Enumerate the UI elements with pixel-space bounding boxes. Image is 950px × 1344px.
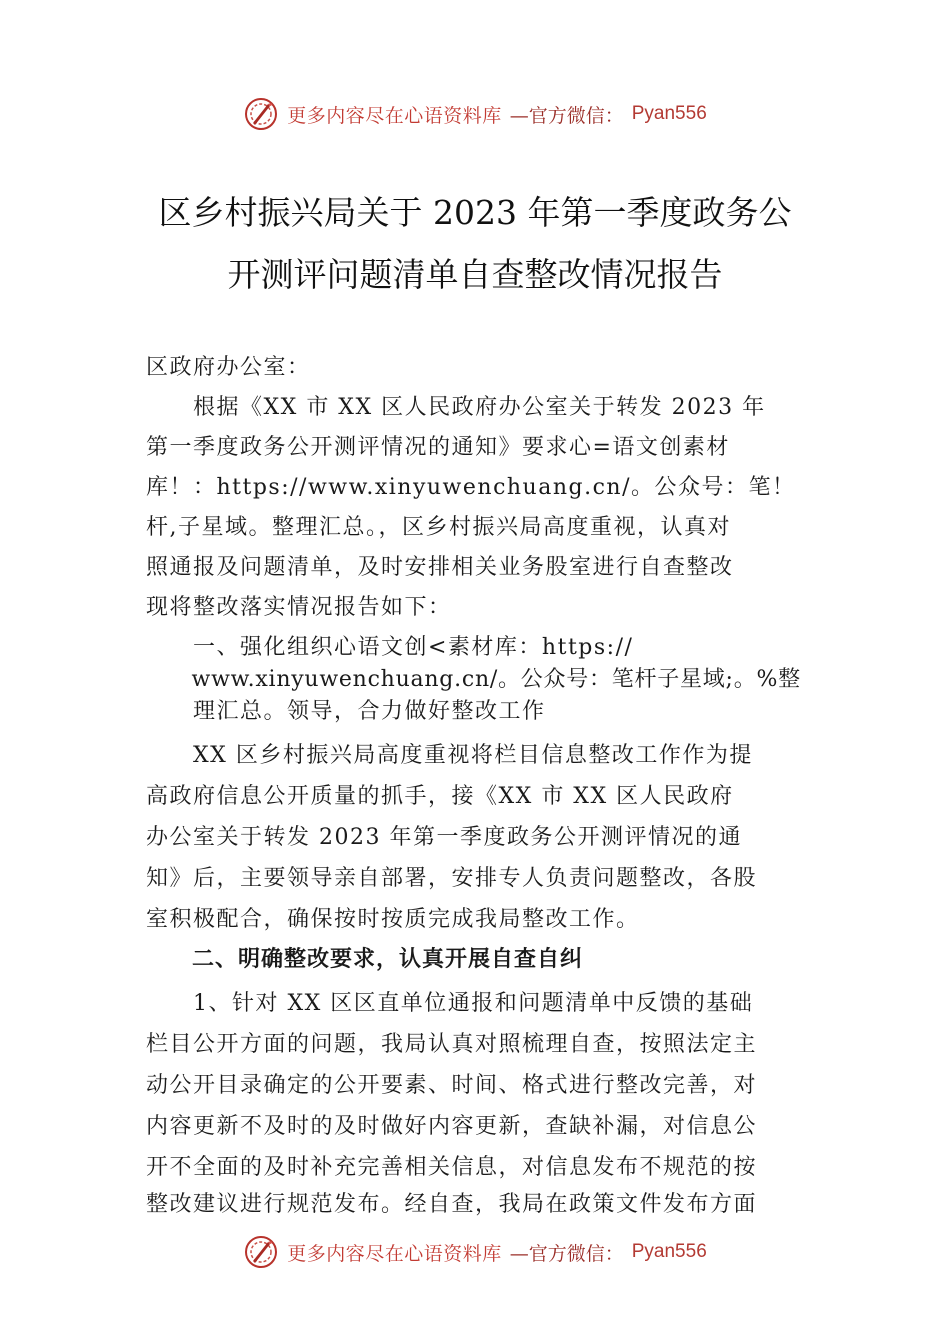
banner-separator: —官方微信：	[509, 104, 624, 127]
body-line: www.xinyuwenchuang.cn/。公众号：笔杆子星域;。%整	[146, 667, 801, 692]
quill-logo-icon	[243, 96, 279, 132]
title-line-1: 区乡村振兴局关于 2023 年第一季度政务公	[158, 193, 792, 232]
body-line: 知》后，主要领导亲自部署，安排专人负责问题整改，各股	[146, 866, 758, 891]
body-line: 栏目公开方面的问题，我局认真对照梳理自查，按照法定主	[146, 1032, 758, 1057]
body-line: 理汇总。领导，合力做好整改工作	[146, 699, 546, 724]
banner-text: 更多内容尽在心语资料库	[287, 1242, 502, 1265]
body-line: 办公室关于转发 2023 年第一季度政务公开测评情况的通	[146, 825, 742, 850]
body-line: 杆,子星域。整理汇总。，区乡村振兴局高度重视，认真对	[146, 515, 731, 540]
body-line: XX 区乡村振兴局高度重视将栏目信息整改工作作为提	[146, 743, 753, 768]
footer-watermark-banner	[0, 1232, 950, 1272]
body-line: 开不全面的及时补充完善相关信息，对信息发布不规范的按	[146, 1155, 758, 1180]
body-line: 现将整改落实情况报告如下：	[146, 595, 452, 620]
banner-separator: —官方微信：	[509, 1242, 624, 1265]
body-line: 库！：https://www.xinyuwenchuang.cn/。公众号：笔！	[146, 475, 796, 500]
document-title	[60, 182, 890, 306]
body-line: 照通报及问题清单，及时安排相关业务股室进行自查整改	[146, 555, 734, 580]
body-line: 室积极配合，确保按时按质完成我局整改工作。	[146, 907, 640, 932]
section-heading-2: 二、明确整改要求，认真开展自查自纠	[146, 947, 584, 972]
body-line: 根据《XX 市 XX 区人民政府办公室关于转发 2023 年	[146, 395, 766, 420]
quill-logo-icon	[243, 1234, 279, 1270]
header-watermark-banner	[0, 94, 950, 134]
section-heading-1: 一、强化组织心语文创<素材库：https://	[146, 635, 634, 660]
body-line: 整改建议进行规范发布。经自查，我局在政策文件发布方面	[146, 1192, 758, 1217]
banner-text: 更多内容尽在心语资料库	[287, 104, 502, 127]
body-line: 第一季度政务公开测评情况的通知》要求心=语文创素材	[146, 435, 730, 460]
title-line-2: 开测评问题清单自查整改情况报告	[227, 255, 723, 294]
body-line: 高政府信息公开质量的抓手，接《XX 市 XX 区人民政府	[146, 784, 734, 809]
banner-contact: Pyan556	[631, 103, 707, 124]
body-line: 内容更新不及时的及时做好内容更新，查缺补漏，对信息公	[146, 1114, 758, 1139]
banner-contact: Pyan556	[631, 1241, 707, 1262]
body-line: 动公开目录确定的公开要素、时间、格式进行整改完善，对	[146, 1073, 758, 1098]
salutation: 区政府办公室：	[146, 355, 311, 380]
body-line: 1、针对 XX 区区直单位通报和问题清单中反馈的基础	[146, 991, 754, 1016]
